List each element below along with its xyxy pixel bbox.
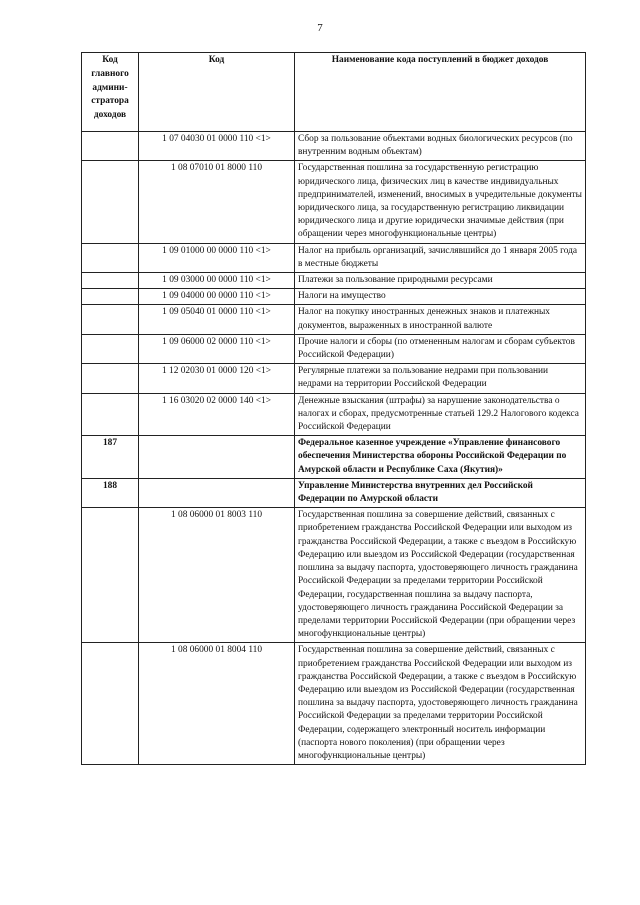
- revenue-name-cell: Прочие налоги и сборы (по отмененным налогам и сборам субъектов Российской Федерации): [295, 334, 586, 363]
- table-row: [82, 334, 586, 363]
- revenue-code-cell: 1 09 01000 00 0000 110 <1>: [139, 243, 295, 272]
- revenue-code-cell: 1 08 06000 01 8004 110: [139, 643, 295, 765]
- revenue-name-cell: Налог на покупку иностранных денежных знаков и платежных документов, выраженных в иностранной валюте: [295, 305, 586, 334]
- table-row: [82, 289, 586, 305]
- admin-code-cell: [82, 643, 139, 765]
- header-name: Наименование кода поступлений в бюджет доходов: [295, 53, 586, 132]
- revenue-name-cell: Государственная пошлина за совершение действий, связанных с приобретением гражданства Российской Федерации или выходом из гражданства Российской Федерации, а также с въездом в Российскую Федерацию или выездом из Российской Федерации (государственная пошлина за выдачу паспорта, удостоверяющего личность гражданина Российской Федерации за пределами территории Российской Федерации, содержащего электронный носитель информации (паспорта нового поколения) (при обращении через многофункциональные центры): [295, 643, 586, 765]
- revenue-code-cell: 1 09 06000 02 0000 110 <1>: [139, 334, 295, 363]
- table-row: [82, 393, 586, 436]
- table-row: [82, 132, 586, 161]
- revenue-code-cell: 1 09 03000 00 0000 110 <1>: [139, 273, 295, 289]
- admin-code-cell: [82, 289, 139, 305]
- admin-code-cell: [82, 334, 139, 363]
- table-row: [82, 273, 586, 289]
- admin-code-cell: [82, 305, 139, 334]
- revenue-code-cell: 1 08 07010 01 8000 110: [139, 161, 295, 243]
- table-row: [82, 436, 586, 479]
- admin-code-cell: [82, 161, 139, 243]
- revenue-code-cell: 1 07 04030 01 0000 110 <1>: [139, 132, 295, 161]
- table-row: [82, 305, 586, 334]
- admin-code-cell: 187: [82, 436, 139, 479]
- revenue-name-cell: Регулярные платежи за пользование недрами при пользовании недрами на территории Российской Федерации: [295, 364, 586, 393]
- admin-code-cell: [82, 508, 139, 643]
- revenue-code-cell: 1 12 02030 01 0000 120 <1>: [139, 364, 295, 393]
- header-admin-code: Код главного админи-стратора доходов: [82, 53, 139, 132]
- revenue-code-cell: 1 09 04000 00 0000 110 <1>: [139, 289, 295, 305]
- revenue-name-cell: Государственная пошлина за совершение действий, связанных с приобретением гражданства Российской Федерации или выходом из гражданства Российской Федерации, а также с въездом в Российскую Федерацию или выездом из Российской Федерации (государственная пошлина за выдачу паспорта, удостоверяющего личность гражданина Российской Федерации за пределами территории Российской Федерации, государственная пошлина за выдачу паспорта, удостоверяющего личность гражданина Российской Федерации за пределами территории Российской Федерации (при обращении через многофункциональные центры): [295, 508, 586, 643]
- revenue-name-cell: Платежи за пользование природными ресурсами: [295, 273, 586, 289]
- table-header-row: [82, 53, 586, 132]
- admin-code-cell: [82, 273, 139, 289]
- page-number: 7: [317, 22, 323, 34]
- table-row: [82, 508, 586, 643]
- table-row: [82, 643, 586, 765]
- revenue-name-cell: Налоги на имущество: [295, 289, 586, 305]
- revenue-code-cell: 1 16 03020 02 0000 140 <1>: [139, 393, 295, 436]
- admin-code-cell: [82, 393, 139, 436]
- revenue-name-cell: Управление Министерства внутренних дел Российской Федерации по Амурской области: [295, 478, 586, 507]
- table-row: [82, 243, 586, 272]
- revenue-name-cell: Денежные взыскания (штрафы) за нарушение законодательства о налогах и сборах, предусмотренные статьей 129.2 Налогового кодекса Российской Федерации: [295, 393, 586, 436]
- revenue-name-cell: Федеральное казенное учреждение «Управление финансового обеспечения Министерства обороны Российской Федерации по Амурской области и Республике Саха (Якутия)»: [295, 436, 586, 479]
- table-row: [82, 161, 586, 243]
- header-code: Код: [139, 53, 295, 132]
- revenue-name-cell: Государственная пошлина за государственную регистрацию юридического лица, физических лиц в качестве индивидуальных предпринимателей, изменений, вносимых в учредительные документы юридического лица, за государственную регистрацию ликвидации юридического лица и другие юридически значимые действия (при обращении через многофункциональные центры): [295, 161, 586, 243]
- admin-code-cell: [82, 243, 139, 272]
- revenue-code-cell: 1 08 06000 01 8003 110: [139, 508, 295, 643]
- revenue-codes-table: [81, 52, 586, 765]
- revenue-code-cell: 1 09 05040 01 0000 110 <1>: [139, 305, 295, 334]
- revenue-code-cell: [139, 436, 295, 479]
- table-row: [82, 364, 586, 393]
- revenue-name-cell: Сбор за пользование объектами водных биологических ресурсов (по внутренним водным объектам): [295, 132, 586, 161]
- revenue-name-cell: Налог на прибыль организаций, зачислявшийся до 1 января 2005 года в местные бюджеты: [295, 243, 586, 272]
- admin-code-cell: [82, 364, 139, 393]
- admin-code-cell: [82, 132, 139, 161]
- revenue-code-cell: [139, 478, 295, 507]
- admin-code-cell: 188: [82, 478, 139, 507]
- table-row: [82, 478, 586, 507]
